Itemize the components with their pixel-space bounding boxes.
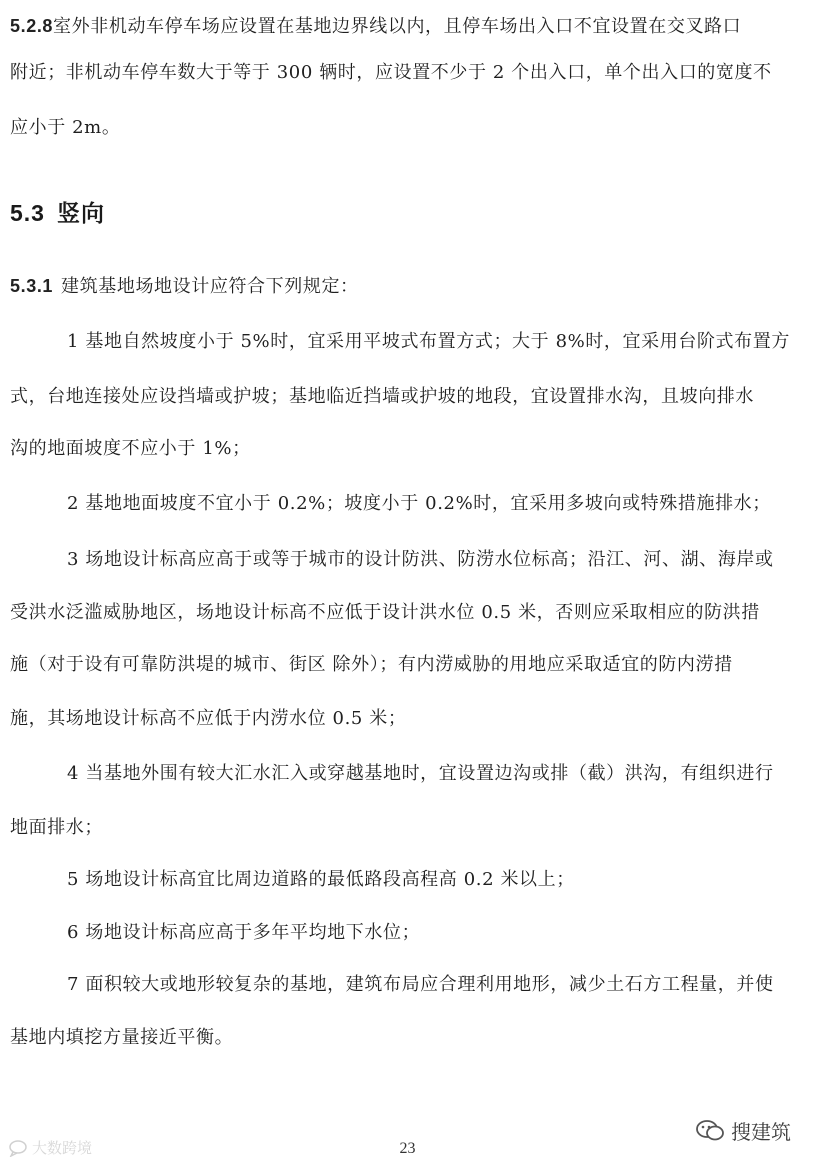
wechat-icon xyxy=(695,1119,725,1143)
item-5-line-1: 5 场地设计标高宜比周边道路的最低路段高程高 0.2 米以上； xyxy=(67,869,575,890)
item-1-line-1: 1 基地自然坡度小于 5%时，宜采用平坡式布置方式；大于 8%时，宜采用台阶式布置方 xyxy=(67,331,790,352)
item-3-line-1: 3 场地设计标高应高于或等于城市的设计防洪、防涝水位标高；沿江、河、湖、海岸或 xyxy=(67,549,774,570)
section-heading xyxy=(10,195,105,228)
clause-531-intro: 建筑基地场地设计应符合下列规定： xyxy=(61,276,359,297)
item-7-line-1: 7 面积较大或地形较复杂的基地，建筑布局应合理利用地形，减少土石方工程量，并使 xyxy=(67,974,774,995)
item-7-line-2: 基地内填挖方量接近平衡。 xyxy=(10,1027,234,1048)
watermark-left-text: 大数跨境 xyxy=(32,1139,93,1157)
clause-528-text-1: 室外非机动车停车场应设置在基地边界线以内，且停车场出入口不宜设置在交叉路口 xyxy=(53,16,742,37)
watermark-left xyxy=(8,1137,92,1158)
clause-528-line-2: 附近；非机动车停车数大于等于 300 辆时，应设置不少于 2 个出入口，单个出入口的宽度不 xyxy=(10,62,772,83)
page-number: 23 xyxy=(399,1140,416,1157)
item-6-line-1: 6 场地设计标高应高于多年平均地下水位； xyxy=(67,922,421,943)
watermark-right xyxy=(695,1116,791,1145)
clause-531-number: 5.3.1 xyxy=(10,276,54,296)
item-1-line-2: 式，台地连接处应设挡墙或护坡；基地临近挡墙或护坡的地段，宜设置排水沟，且坡向排水 xyxy=(10,386,754,407)
clause-528-line-3: 应小于 2m。 xyxy=(10,117,121,138)
item-4-line-2: 地面排水； xyxy=(10,817,103,838)
item-3-line-3: 施（对于设有可靠防洪堤的城市、街区 除外）；有内涝威胁的用地应采取适宜的防内涝措 xyxy=(10,654,733,675)
clause-528-line-1 xyxy=(10,13,741,40)
chat-bubble-icon xyxy=(8,1139,28,1157)
clause-528-number: 5.2.8 xyxy=(10,16,54,36)
item-3-line-2: 受洪水泛滥威胁地区，场地设计标高不应低于设计洪水位 0.5 米，否则应采取相应的防洪措 xyxy=(10,602,760,623)
clause-531-line xyxy=(10,273,359,300)
item-1-line-3: 沟的地面坡度不应小于 1%； xyxy=(10,438,251,459)
item-3-line-4: 施，其场地设计标高不应低于内涝水位 0.5 米； xyxy=(10,708,407,729)
watermark-right-text: 搜建筑 xyxy=(731,1120,791,1144)
item-2-line-1: 2 基地地面坡度不宜小于 0.2%；坡度小于 0.2%时，宜采用多坡向或特殊措施排水； xyxy=(67,493,771,514)
section-number: 5.3 xyxy=(10,200,45,226)
item-4-line-1: 4 当基地外围有较大汇水汇入或穿越基地时，宜设置边沟或排（截）洪沟，有组织进行 xyxy=(67,763,774,784)
section-title: 竖向 xyxy=(56,201,105,227)
